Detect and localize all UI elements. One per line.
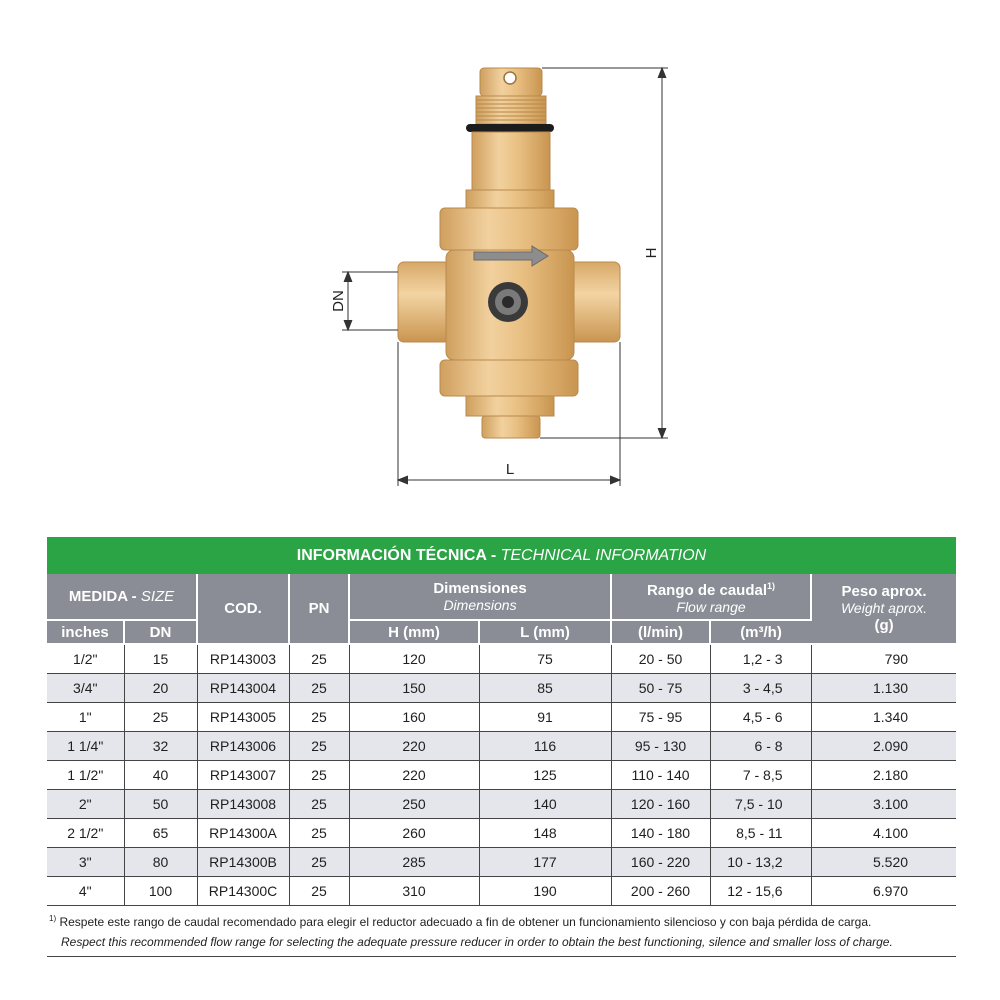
footnote-marker: 1) (49, 914, 57, 923)
footnote-es: Respete este rango de caudal recomendado para elegir el reductor adecuado a fin de obtener un funcionamiento silencioso y con baja pérdida de carga. (59, 915, 872, 929)
cell-cod: RP143004 (197, 674, 289, 703)
header-medida: MEDIDA - SIZE (47, 574, 197, 620)
cell-dn: 50 (124, 790, 197, 819)
header-h-mm: H (mm) (349, 620, 479, 644)
table-row (47, 732, 956, 761)
cell-pn: 25 (289, 819, 349, 848)
header-lmin: (l/min) (611, 620, 710, 644)
cell-cod: RP14300A (197, 819, 289, 848)
cell-h: 310 (349, 877, 479, 906)
cell-inches: 1 1/2" (47, 761, 124, 790)
valve-body (398, 68, 620, 438)
footnote-es-line (49, 914, 871, 929)
footnote (47, 910, 956, 957)
dimension-label-l: L (505, 461, 515, 478)
cell-dn: 65 (124, 819, 197, 848)
table-row (47, 848, 956, 877)
cell-cod: RP143003 (197, 644, 289, 674)
cell-m3h: 3 - 4,5 (710, 674, 811, 703)
cell-h: 250 (349, 790, 479, 819)
cell-h: 220 (349, 732, 479, 761)
cell-inches: 3" (47, 848, 124, 877)
cell-pn: 25 (289, 877, 349, 906)
header-rango: Rango de caudal$^{1)}$ Flow range (611, 574, 811, 620)
cell-dn: 80 (124, 848, 197, 877)
cell-lmin: 20 - 50 (611, 644, 710, 674)
cell-pn: 25 (289, 703, 349, 732)
spec-table-body (47, 644, 956, 906)
cell-dn: 15 (124, 644, 197, 674)
cell-h: 220 (349, 761, 479, 790)
cell-lmin: 140 - 180 (611, 819, 710, 848)
footnote-en: Respect this recommended flow range for selecting the adequate pressure reducer in order to obtain the best functioning, silence and smaller loss of charge. (61, 935, 893, 949)
cell-cod: RP143008 (197, 790, 289, 819)
cell-dn: 20 (124, 674, 197, 703)
dimension-label-dn: DN (330, 290, 347, 312)
header-inches: inches (47, 620, 124, 644)
cell-inches: 2" (47, 790, 124, 819)
cell-cod: RP143006 (197, 732, 289, 761)
cell-pn: 25 (289, 848, 349, 877)
table-row (47, 761, 956, 790)
cell-peso: 1.130 (811, 674, 956, 703)
cell-inches: 1/2" (47, 644, 124, 674)
cell-l: 125 (479, 761, 611, 790)
cell-h: 260 (349, 819, 479, 848)
header-dimensiones: Dimensiones Dimensions (349, 574, 611, 620)
cell-m3h: 8,5 - 11 (710, 819, 811, 848)
cell-peso: 3.100 (811, 790, 956, 819)
cell-pn: 25 (289, 644, 349, 674)
cell-inches: 1" (47, 703, 124, 732)
cell-cod: RP143005 (197, 703, 289, 732)
cell-lmin: 120 - 160 (611, 790, 710, 819)
cell-inches: 3/4" (47, 674, 124, 703)
cell-dn: 100 (124, 877, 197, 906)
cell-lmin: 200 - 260 (611, 877, 710, 906)
cell-m3h: 7 - 8,5 (710, 761, 811, 790)
table-title-en: TECHNICAL INFORMATION (500, 547, 707, 564)
cell-l: 91 (479, 703, 611, 732)
cell-m3h: 6 - 8 (710, 732, 811, 761)
cell-lmin: 110 - 140 (611, 761, 710, 790)
spec-table (47, 574, 956, 906)
cell-h: 150 (349, 674, 479, 703)
technical-info-table (47, 537, 956, 906)
cell-peso: 1.340 (811, 703, 956, 732)
cell-inches: 4" (47, 877, 124, 906)
cell-pn: 25 (289, 674, 349, 703)
table-row (47, 877, 956, 906)
cell-peso: 6.970 (811, 877, 956, 906)
cell-lmin: 50 - 75 (611, 674, 710, 703)
cell-l: 177 (479, 848, 611, 877)
cell-peso: 2.180 (811, 761, 956, 790)
header-cod: COD. (197, 574, 289, 644)
header-dn: DN (124, 620, 197, 644)
cell-l: 85 (479, 674, 611, 703)
cell-m3h: 10 - 13,2 (710, 848, 811, 877)
cell-dn: 25 (124, 703, 197, 732)
cell-h: 120 (349, 644, 479, 674)
cell-l: 190 (479, 877, 611, 906)
cell-lmin: 160 - 220 (611, 848, 710, 877)
cell-peso: 2.090 (811, 732, 956, 761)
cell-cod: RP14300C (197, 877, 289, 906)
cell-inches: 1 1/4" (47, 732, 124, 761)
cell-l: 116 (479, 732, 611, 761)
cell-peso: 790 (811, 644, 956, 674)
table-row (47, 644, 956, 674)
cell-m3h: 1,2 - 3 (710, 644, 811, 674)
table-row (47, 674, 956, 703)
header-pn: PN (289, 574, 349, 644)
cell-inches: 2 1/2" (47, 819, 124, 848)
cell-m3h: 12 - 15,6 (710, 877, 811, 906)
table-title-es: INFORMACIÓN TÉCNICA (296, 547, 487, 564)
table-row (47, 790, 956, 819)
cell-dn: 32 (124, 732, 197, 761)
cell-cod: RP14300B (197, 848, 289, 877)
cell-l: 140 (479, 790, 611, 819)
dimension-label-h: H (643, 247, 660, 259)
cell-cod: RP143007 (197, 761, 289, 790)
cell-lmin: 75 - 95 (611, 703, 710, 732)
cell-peso: 5.520 (811, 848, 956, 877)
table-title-separator: - (486, 547, 501, 564)
cell-pn: 25 (289, 761, 349, 790)
header-peso: Peso aprox. Weight aprox. (g) (811, 574, 956, 644)
cell-m3h: 4,5 - 6 (710, 703, 811, 732)
header-l-mm: L (mm) (479, 620, 611, 644)
table-title (47, 537, 956, 574)
cell-m3h: 7,5 - 10 (710, 790, 811, 819)
table-row (47, 703, 956, 732)
cell-dn: 40 (124, 761, 197, 790)
cell-h: 285 (349, 848, 479, 877)
cell-l: 75 (479, 644, 611, 674)
table-row (47, 819, 956, 848)
cell-pn: 25 (289, 790, 349, 819)
header-m3h: (m³/h) (710, 620, 811, 644)
cell-lmin: 95 - 130 (611, 732, 710, 761)
cell-l: 148 (479, 819, 611, 848)
cell-h: 160 (349, 703, 479, 732)
cell-pn: 25 (289, 732, 349, 761)
cell-peso: 4.100 (811, 819, 956, 848)
